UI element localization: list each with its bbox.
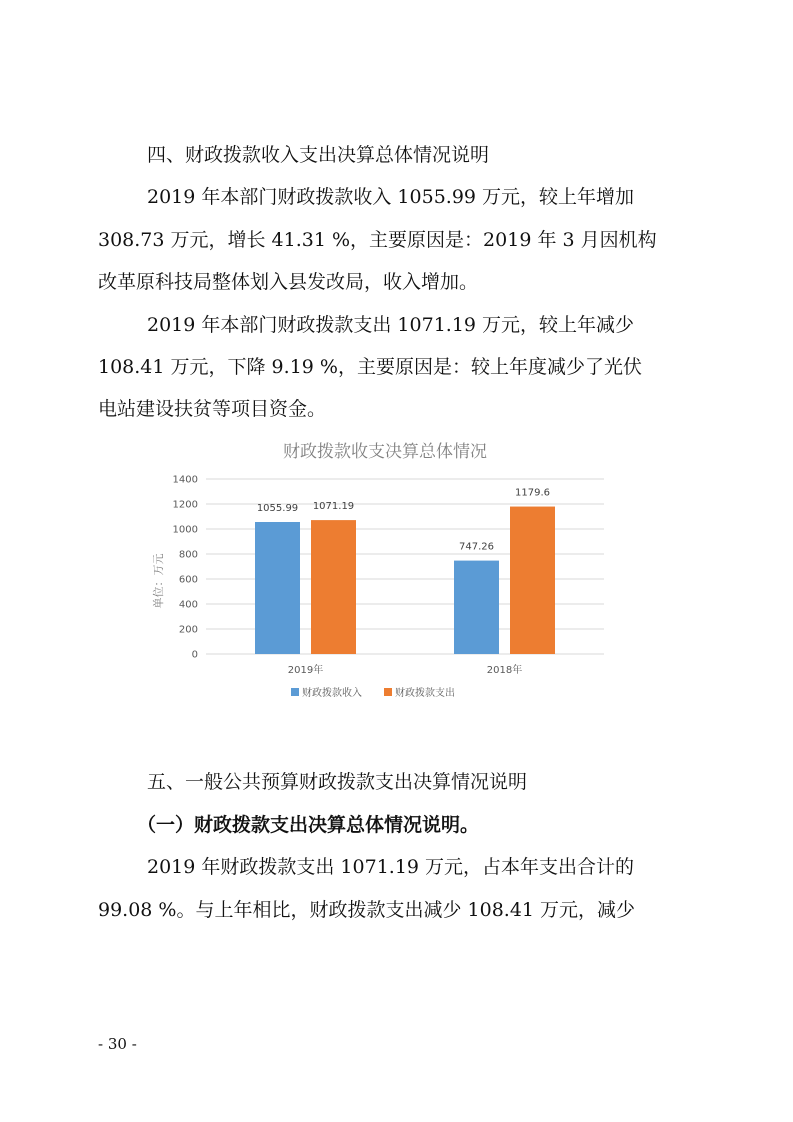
section-5-para-line-2: 99.08 %。与上年相比，财政拨款支出减少 108.41 万元，减少 [98, 899, 636, 921]
section-4-para-1-line-2: 308.73 万元，增长 41.31 %，主要原因是：2019 年 3 月因机构 [98, 229, 657, 251]
y-tick-label: 400 [178, 599, 198, 611]
x-category-label: 2019年 [287, 665, 324, 676]
y-axis-title: 单位：万元 [152, 553, 165, 609]
data-label: 747.26 [459, 541, 494, 553]
x-category-label: 2018年 [486, 665, 523, 676]
budget-bar-chart [150, 430, 620, 720]
legend-swatch [384, 688, 392, 696]
bar-income-0 [255, 522, 300, 654]
section-4-para-2-line-3: 电站建设扶贫等项目资金。 [98, 398, 327, 420]
legend-label: 财政拨款支出 [395, 688, 455, 699]
section-4-heading: 四、财政拨款收入支出决算总体情况说明 [147, 144, 490, 166]
y-tick-label: 1000 [172, 524, 198, 536]
section-5-heading: 五、一般公共预算财政拨款支出决算情况说明 [147, 771, 528, 793]
y-tick-label: 1200 [172, 499, 198, 511]
y-tick-label: 0 [191, 649, 198, 661]
y-tick-label: 1400 [172, 474, 198, 486]
bar-expense-1 [510, 507, 555, 654]
section-5-subheading: （一）财政拨款支出决算总体情况说明。 [137, 814, 480, 836]
chart-title: 财政拨款收支决算总体情况 [283, 442, 487, 462]
legend-swatch [291, 688, 299, 696]
y-tick-label: 200 [178, 624, 198, 636]
section-4-para-2-line-2: 108.41 万元，下降 9.19 %，主要原因是：较上年度减少了光伏 [98, 356, 642, 378]
data-label: 1071.19 [312, 501, 355, 513]
y-tick-label: 600 [178, 574, 198, 586]
section-5-para-line-1: 2019 年财政拨款支出 1071.19 万元，占本年支出合计的 [147, 856, 635, 878]
data-label: 1179.6 [515, 487, 550, 499]
section-4-para-1-line-1: 2019 年本部门财政拨款收入 1055.99 万元，较上年增加 [147, 186, 635, 208]
legend-label: 财政拨款收入 [302, 688, 362, 699]
section-4-para-2-line-1: 2019 年本部门财政拨款支出 1071.19 万元，较上年减少 [147, 314, 635, 336]
data-label: 1055.99 [256, 503, 299, 515]
bar-income-1 [454, 561, 499, 654]
section-4-para-1-line-3: 改革原科技局整体划入县发改局，收入增加。 [98, 271, 479, 293]
bar-expense-0 [311, 520, 356, 654]
page-number: - 30 - [98, 1035, 137, 1053]
y-tick-label: 800 [178, 549, 198, 561]
